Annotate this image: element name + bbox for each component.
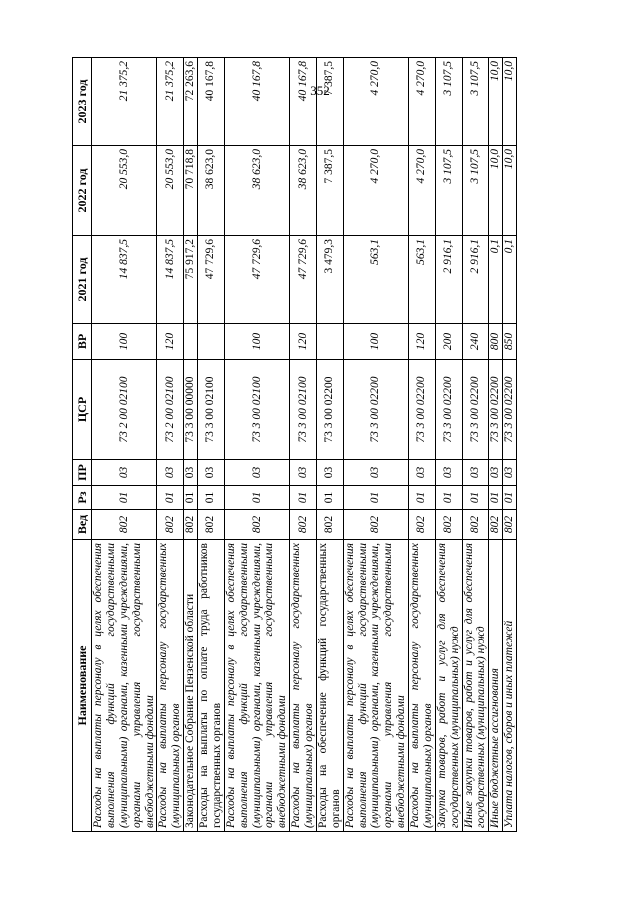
table-body <box>92 58 517 832</box>
cell-name: Иные бюджетные ассигнования <box>489 540 503 832</box>
column-header: Вед <box>73 510 92 540</box>
cell-csr: 73 2 00 02100 <box>157 360 184 460</box>
cell-y2021: 47 729,6 <box>198 236 225 324</box>
cell-pr: 03 <box>290 460 317 486</box>
cell-csr: 73 3 00 02200 <box>316 360 343 460</box>
cell-vr <box>316 324 343 360</box>
cell-rz: 01 <box>409 486 436 510</box>
cell-ved: 802 <box>503 510 517 540</box>
cell-vr: 200 <box>435 324 462 360</box>
cell-ved: 802 <box>290 510 317 540</box>
page-number: 352 <box>310 83 330 98</box>
cell-name: Расходы на выплаты персоналу в целях обеспечения выполнения функций государственными (муниципальными) органами, казенными учреждениями, органами управления государственными внебюджетными фондами <box>92 540 157 832</box>
table-container <box>72 58 572 832</box>
cell-y2022: 20 553,0 <box>157 146 184 236</box>
column-header: ЦСР <box>73 360 92 460</box>
cell-y2022: 38 623,0 <box>290 146 317 236</box>
cell-y2021: 14 837,5 <box>92 236 157 324</box>
cell-ved: 802 <box>92 510 157 540</box>
column-header: 2023 год <box>73 58 92 146</box>
cell-y2022: 10,0 <box>503 146 517 236</box>
cell-ved: 802 <box>343 510 408 540</box>
cell-vr: 100 <box>92 324 157 360</box>
column-header: ПР <box>73 460 92 486</box>
cell-name: Расходы на выплаты персоналу в целях обеспечения выполнения функций государственными (муниципальными) органами, казенными учреждениями, органами управления государственными внебюджетными фондами <box>224 540 289 832</box>
cell-y2021: 2 916,1 <box>462 236 489 324</box>
cell-y2021: 2 916,1 <box>435 236 462 324</box>
column-header: 2022 год <box>73 146 92 236</box>
cell-y2021: 563,1 <box>409 236 436 324</box>
cell-pr: 03 <box>198 460 225 486</box>
cell-pr: 03 <box>503 460 517 486</box>
cell-name: Расходы на выплаты персоналу государственных (муниципальных) органов <box>157 540 184 832</box>
cell-y2021: 0,1 <box>489 236 503 324</box>
cell-y2023: 4 270,0 <box>409 58 436 146</box>
cell-name: Расходы на выплаты персоналу государственных (муниципальных) органов <box>290 540 317 832</box>
cell-y2022: 7 387,5 <box>316 146 343 236</box>
cell-ved: 802 <box>409 510 436 540</box>
cell-pr: 03 <box>224 460 289 486</box>
cell-rz: 01 <box>224 486 289 510</box>
cell-name: Иные закупки товаров, работ и услуг для обеспечения государственных (муниципальных) нужд <box>462 540 489 832</box>
table-row <box>157 58 184 832</box>
cell-rz: 01 <box>198 486 225 510</box>
cell-rz: 01 <box>184 486 198 510</box>
cell-pr: 03 <box>409 460 436 486</box>
cell-y2023: 7 387,5 <box>316 58 343 146</box>
cell-csr: 73 2 00 02100 <box>92 360 157 460</box>
column-header: Рз <box>73 486 92 510</box>
cell-ved: 802 <box>462 510 489 540</box>
cell-vr <box>184 324 198 360</box>
cell-csr: 73 3 00 02100 <box>198 360 225 460</box>
cell-y2021: 47 729,6 <box>224 236 289 324</box>
cell-y2023: 4 270,0 <box>343 58 408 146</box>
cell-rz: 01 <box>92 486 157 510</box>
cell-ved: 802 <box>224 510 289 540</box>
cell-name: Закупка товаров, работ и услуг для обеспечения государственных (муниципальных) нужд <box>435 540 462 832</box>
cell-rz: 01 <box>489 486 503 510</box>
cell-csr: 73 3 00 02200 <box>435 360 462 460</box>
table-row <box>489 58 503 832</box>
cell-vr <box>198 324 225 360</box>
rotated-table-frame <box>72 58 572 832</box>
cell-vr: 120 <box>157 324 184 360</box>
cell-pr: 03 <box>92 460 157 486</box>
cell-y2023: 21 375,2 <box>92 58 157 146</box>
cell-vr: 120 <box>290 324 317 360</box>
cell-y2022: 70 718,8 <box>184 146 198 236</box>
cell-pr: 03 <box>184 460 198 486</box>
cell-y2023: 40 167,8 <box>290 58 317 146</box>
cell-y2022: 38 623,0 <box>224 146 289 236</box>
cell-ved: 802 <box>489 510 503 540</box>
cell-pr: 03 <box>435 460 462 486</box>
cell-vr: 800 <box>489 324 503 360</box>
cell-vr: 850 <box>503 324 517 360</box>
table-row <box>435 58 462 832</box>
cell-csr: 73 3 00 02100 <box>290 360 317 460</box>
cell-csr: 73 3 00 02200 <box>462 360 489 460</box>
cell-vr: 240 <box>462 324 489 360</box>
cell-y2021: 14 837,5 <box>157 236 184 324</box>
column-header: Наименование <box>73 540 92 832</box>
cell-name: Расходы на выплаты по оплате труда работников государственных органов <box>198 540 225 832</box>
cell-ved: 802 <box>184 510 198 540</box>
table-row <box>224 58 289 832</box>
cell-y2023: 40 167,8 <box>224 58 289 146</box>
cell-y2022: 3 107,5 <box>462 146 489 236</box>
column-header: ВР <box>73 324 92 360</box>
column-header: 2021 год <box>73 236 92 324</box>
table-row <box>409 58 436 832</box>
cell-y2022: 10,0 <box>489 146 503 236</box>
cell-pr: 03 <box>157 460 184 486</box>
cell-ved: 802 <box>157 510 184 540</box>
cell-pr: 03 <box>489 460 503 486</box>
cell-rz: 01 <box>462 486 489 510</box>
cell-csr: 73 3 00 02200 <box>503 360 517 460</box>
cell-y2023: 3 107,5 <box>462 58 489 146</box>
table-row <box>343 58 408 832</box>
cell-rz: 01 <box>435 486 462 510</box>
cell-y2021: 0,1 <box>503 236 517 324</box>
cell-csr: 73 3 00 02200 <box>409 360 436 460</box>
table-header-row <box>73 58 92 832</box>
cell-y2022: 38 623,0 <box>198 146 225 236</box>
cell-rz: 01 <box>290 486 317 510</box>
table-row <box>184 58 198 832</box>
cell-csr: 73 3 00 00000 <box>184 360 198 460</box>
budget-table <box>72 57 517 832</box>
cell-y2023: 21 375,2 <box>157 58 184 146</box>
cell-y2023: 40 167,8 <box>198 58 225 146</box>
cell-y2022: 4 270,0 <box>409 146 436 236</box>
table-row <box>503 58 517 832</box>
table-row <box>92 58 157 832</box>
cell-y2021: 3 479,3 <box>316 236 343 324</box>
cell-csr: 73 3 00 02200 <box>489 360 503 460</box>
cell-y2022: 4 270,0 <box>343 146 408 236</box>
cell-vr: 100 <box>224 324 289 360</box>
cell-rz: 01 <box>157 486 184 510</box>
cell-pr: 03 <box>462 460 489 486</box>
table-row <box>198 58 225 832</box>
cell-y2023: 3 107,5 <box>435 58 462 146</box>
cell-rz: 01 <box>316 486 343 510</box>
cell-rz: 01 <box>343 486 408 510</box>
cell-y2021: 75 917,2 <box>184 236 198 324</box>
cell-name: Расходы на выплаты персоналу в целях обеспечения выполнения функций государственными (муниципальными) органами, казенными учреждениями, органами управления государственными внебюджетными фондами <box>343 540 408 832</box>
cell-name: Расходы на обеспечение функций государственных органов <box>316 540 343 832</box>
cell-ved: 802 <box>198 510 225 540</box>
cell-ved: 802 <box>316 510 343 540</box>
cell-name: Расходы на выплаты персоналу государственных (муниципальных) органов <box>409 540 436 832</box>
cell-ved: 802 <box>435 510 462 540</box>
cell-y2022: 20 553,0 <box>92 146 157 236</box>
cell-pr: 03 <box>316 460 343 486</box>
cell-y2021: 563,1 <box>343 236 408 324</box>
table-row <box>462 58 489 832</box>
cell-y2022: 3 107,5 <box>435 146 462 236</box>
cell-csr: 73 3 00 02200 <box>343 360 408 460</box>
cell-vr: 100 <box>343 324 408 360</box>
cell-y2023: 10,0 <box>503 58 517 146</box>
cell-y2023: 10,0 <box>489 58 503 146</box>
table-row <box>316 58 343 832</box>
cell-y2023: 72 263,6 <box>184 58 198 146</box>
cell-name: Законодательное Собрание Пензенской области <box>184 540 198 832</box>
cell-pr: 03 <box>343 460 408 486</box>
cell-vr: 120 <box>409 324 436 360</box>
cell-y2021: 47 729,6 <box>290 236 317 324</box>
table-row <box>290 58 317 832</box>
cell-csr: 73 3 00 02100 <box>224 360 289 460</box>
cell-rz: 01 <box>503 486 517 510</box>
cell-name: Уплата налогов, сборов и иных платежей <box>503 540 517 832</box>
